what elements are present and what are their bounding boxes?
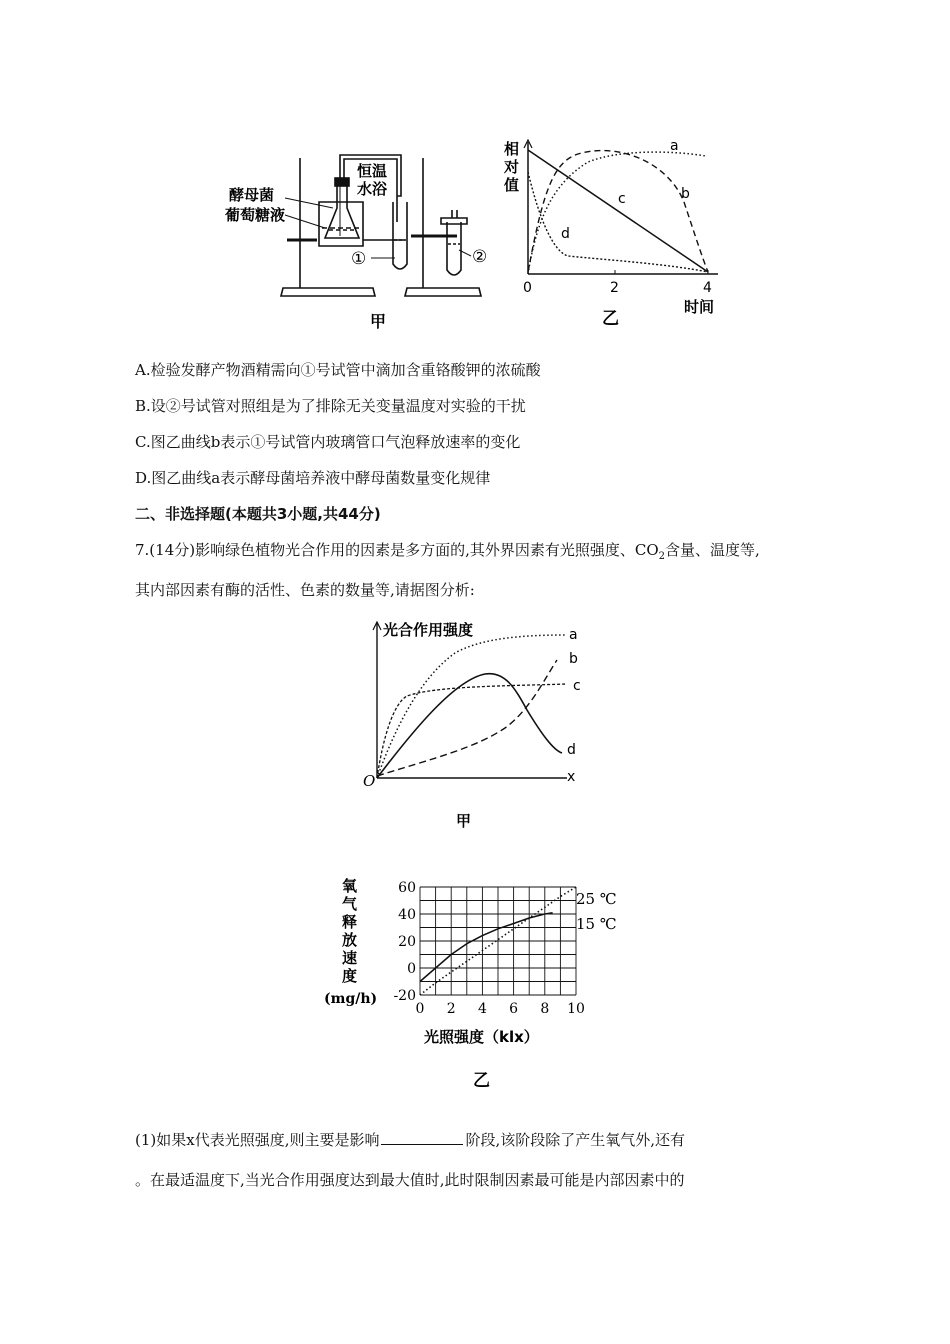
jia-label-b: b: [569, 651, 578, 667]
jia-curve-b: [377, 660, 557, 776]
o2-ylabel-char: 速: [342, 949, 358, 967]
yi-top-caption: 乙: [602, 309, 619, 329]
yi-top-curve-a: [528, 152, 706, 274]
yi-top-curve-c: [528, 150, 708, 272]
label-yeast: 酵母菌: [229, 186, 275, 204]
o2-xlabel: 光照强度（klx）: [424, 1028, 539, 1046]
q1-part-1: (1)如果x代表光照强度,则主要是影响: [135, 1131, 380, 1149]
question-7-line-1-pre: 7.(14分)影响绿色植物光合作用的因素是多方面的,其外界因素有光照强度、CO: [135, 541, 659, 559]
option-a: A.检验发酵产物酒精需向①号试管中滴加含重铬酸钾的浓硫酸: [135, 361, 541, 379]
jia-curve-d: [377, 674, 562, 778]
o2-y-tick-label: 60: [398, 880, 416, 896]
o2-ylabel-char: 气: [342, 895, 358, 913]
yi-top-tick-0: 0: [523, 280, 532, 296]
yi-top-label-d: d: [561, 226, 570, 242]
label-glucose: 葡萄糖液: [225, 206, 286, 224]
jia-caption: 甲: [456, 812, 472, 830]
left-stand-base: [281, 288, 375, 296]
o2-ylabel-char: 度: [342, 967, 358, 985]
co2-subscript: 2: [658, 551, 666, 562]
jia-curve-c: [377, 684, 567, 778]
o2-ylabel-char: 释: [342, 913, 358, 931]
q1-line-2: 。在最适温度下,当光合作用强度达到最大值时,此时限制因素最可能是内部因素中的: [135, 1171, 685, 1189]
apparatus-figure: [225, 140, 515, 335]
tube-1: [393, 202, 407, 269]
yi-top-ylabel-3: 值: [504, 176, 520, 194]
option-d: D.图乙曲线a表示酵母菌培养液中酵母菌数量变化规律: [135, 469, 491, 487]
answer-blank[interactable]: [381, 1130, 463, 1145]
o2-caption: 乙: [473, 1071, 490, 1091]
question-7-line-1-post: 含量、温度等,: [665, 541, 760, 559]
o2-x-tick-label: 6: [509, 1001, 519, 1017]
jia-curve-a: [377, 635, 567, 778]
jia-label-c: c: [573, 678, 581, 694]
jia-label-a: a: [569, 627, 578, 643]
o2-series-line-1: [420, 913, 553, 982]
label-tube-2: ②: [472, 247, 488, 267]
oxygen-chart: [318, 875, 638, 1095]
o2-y-tick-label: -20: [393, 988, 416, 1004]
caption-jia-top: 甲: [370, 312, 387, 331]
yi-top-tick-4: 4: [703, 280, 712, 296]
yi-top-tick-2: 2: [610, 280, 619, 296]
o2-x-tick-label: 4: [477, 1001, 487, 1017]
yi-top-label-b: b: [681, 186, 690, 202]
water-bath: [319, 202, 363, 246]
yi-top-label-a: a: [670, 138, 679, 154]
q1-part-2: 阶段,该阶段除了产生氧气外,还有: [465, 1131, 686, 1149]
o2-ylabel-char: 放: [342, 931, 358, 949]
o2-y-tick-label: 20: [398, 934, 416, 950]
o2-ylabel-char: 氧: [342, 877, 358, 895]
question-7-line-2: 其内部因素有酶的活性、色素的数量等,请据图分析:: [135, 581, 475, 599]
yi-top-graph: [498, 132, 738, 332]
right-stand-base: [405, 288, 481, 296]
option-b: B.设②号试管对照组是为了排除无关变量温度对实验的干扰: [135, 397, 526, 415]
label-bath-2: 水浴: [357, 180, 388, 198]
o2-x-tick-label: 8: [540, 1001, 550, 1017]
label-tube-1: ①: [351, 249, 367, 269]
jia-ylabel: 光合作用强度: [383, 621, 474, 639]
q1-line-1: [135, 1130, 685, 1150]
tube-2: [447, 222, 461, 275]
o2-ylabel-unit: (mg/h): [324, 991, 378, 1007]
jia-xlabel: x: [567, 769, 576, 785]
yi-top-ylabel-1: 相: [504, 140, 520, 158]
o2-x-tick-label: 10: [567, 1001, 585, 1017]
jia-origin: O: [363, 772, 376, 790]
o2-series-label-25: 25 ℃: [576, 890, 617, 908]
o2-y-tick-label: 40: [398, 907, 416, 923]
o2-series-label-15: 15 ℃: [576, 915, 617, 933]
yi-top-ylabel-2: 对: [504, 158, 520, 176]
option-c: C.图乙曲线b表示①号试管内玻璃管口气泡释放速率的变化: [135, 433, 521, 451]
question-7-line-1: [135, 540, 760, 567]
section-title: 二、非选择题(本题共3小题,共44分): [135, 505, 381, 523]
label-bath-1: 恒温: [357, 162, 388, 180]
yi-top-xlabel: 时间: [684, 298, 715, 316]
o2-x-tick-label: 0: [415, 1001, 425, 1017]
jia-graph: [355, 618, 595, 833]
o2-x-tick-label: 2: [446, 1001, 456, 1017]
jia-label-d: d: [567, 742, 576, 758]
yi-top-label-c: c: [618, 191, 626, 207]
o2-y-tick-label: 0: [407, 961, 416, 977]
